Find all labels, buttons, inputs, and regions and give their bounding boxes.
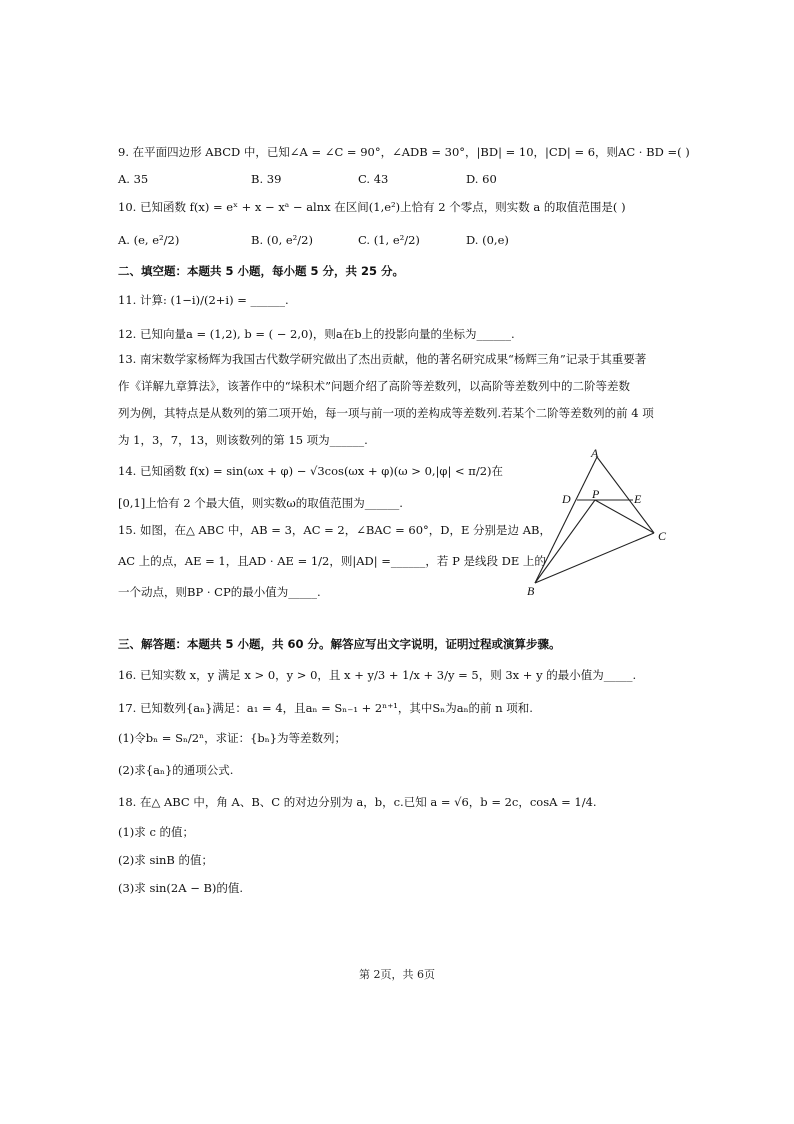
q15-line-2: AC 上的点，AE = 1，且AD · AE = 1/2，则|AD| =______，若 P 是线段 DE 上的 [118, 554, 546, 568]
section-heading-fill-in: 二、填空题：本题共 5 小题，每小题 5 分，共 25 分。 [118, 264, 405, 278]
label-e: E [634, 492, 642, 506]
q17-line-1: 17. 已知数列{aₙ}满足：a₁ = 4，且aₙ = Sₙ₋₁ + 2ⁿ⁺¹，其中Sₙ为aₙ的前 n 项和. [118, 701, 533, 715]
q14-line-1: 14. 已知函数 f(x) = sin(ωx + φ) − √3cos(ωx + φ)(ω > 0,|φ| < π/2)在 [118, 464, 504, 478]
q10-option-c: C. (1, e²/2) [358, 233, 420, 247]
q9-option-a: A. 35 [118, 172, 149, 186]
q11: 11. 计算: (1−i)/(2+i) = ______. [118, 293, 289, 307]
q10-option-b: B. (0, e²/2) [251, 233, 313, 247]
q10-option-a: A. (e, e²/2) [118, 233, 180, 247]
q10-option-d: D. (0,e) [466, 233, 509, 247]
triangle-figure [515, 440, 675, 602]
q14-line-2: [0,1]上恰有 2 个最大值，则实数ω的取值范围为______. [118, 496, 403, 510]
q9-option-c: C. 43 [358, 172, 389, 186]
q10-stem: 10. 已知函数 f(x) = eˣ + x − xᵃ − alnx 在区间(1,e²)上恰有 2 个零点，则实数 a 的取值范围是( ) [118, 200, 626, 214]
q9-stem: 9. 在平面四边形 ABCD 中，已知∠A = ∠C = 90°，∠ADB = 30°，|BD| = 10，|CD| = 6，则AC · BD =( ) [118, 145, 690, 159]
label-b: B [527, 584, 535, 598]
q9-option-b: B. 39 [251, 172, 282, 186]
q12: 12. 已知向量a = (1,2), b = ( − 2,0)，则a在b上的投影向量的坐标为______. [118, 327, 515, 341]
q13-line-2: 作《详解九章算法》，该著作中的“垛积术”问题介绍了高阶等差数列，以高阶等差数列中的二阶等差数 [118, 379, 631, 393]
q13-line-4: 为 1，3，7，13，则该数列的第 15 项为______. [118, 433, 368, 447]
q13-line-3: 列为例，其特点是从数列的第二项开始，每一项与前一项的差构成等差数列.若某个二阶等差数列的前 4 项 [118, 406, 654, 420]
q15-line-3: 一个动点，则BP · CP的最小值为_____. [118, 585, 321, 599]
label-d: D [562, 492, 571, 506]
segment-ab [535, 457, 597, 583]
q18-part-1: (1)求 c 的值； [118, 825, 195, 839]
q9-option-d: D. 60 [466, 172, 497, 186]
page-footer: 第 2页，共 6页 [359, 968, 435, 981]
section-heading-solutions: 三、解答题：本题共 5 小题，共 60 分。解答应写出文字说明，证明过程或演算步骤。 [118, 637, 561, 651]
segment-ac [597, 457, 654, 533]
q13-line-1: 13. 南宋数学家杨辉为我国古代数学研究做出了杰出贡献，他的著名研究成果“杨辉三角”记录于其重要著 [118, 352, 647, 366]
q18-line-1: 18. 在△ ABC 中，角 A、B、C 的对边分别为 a，b，c.已知 a = √6，b = 2c，cosA = 1/4. [118, 795, 597, 809]
label-p: P [592, 487, 600, 501]
q16: 16. 已知实数 x，y 满足 x > 0，y > 0，且 x + y/3 + 1/x + 3/y = 5，则 3x + y 的最小值为_____. [118, 668, 637, 682]
q15-line-1: 15. 如图，在△ ABC 中，AB = 3，AC = 2，∠BAC = 60°，D，E 分别是边 AB， [118, 523, 551, 537]
label-c: C [658, 529, 667, 543]
label-a: A [591, 446, 599, 460]
q17-part-1: (1)令bₙ = Sₙ/2ⁿ，求证：{bₙ}为等差数列； [118, 731, 347, 745]
segment-cp [595, 500, 654, 533]
q17-part-2: (2)求{aₙ}的通项公式. [118, 763, 234, 777]
q18-part-3: (3)求 sin(2A − B)的值. [118, 881, 244, 895]
q18-part-2: (2)求 sinB 的值； [118, 853, 214, 867]
